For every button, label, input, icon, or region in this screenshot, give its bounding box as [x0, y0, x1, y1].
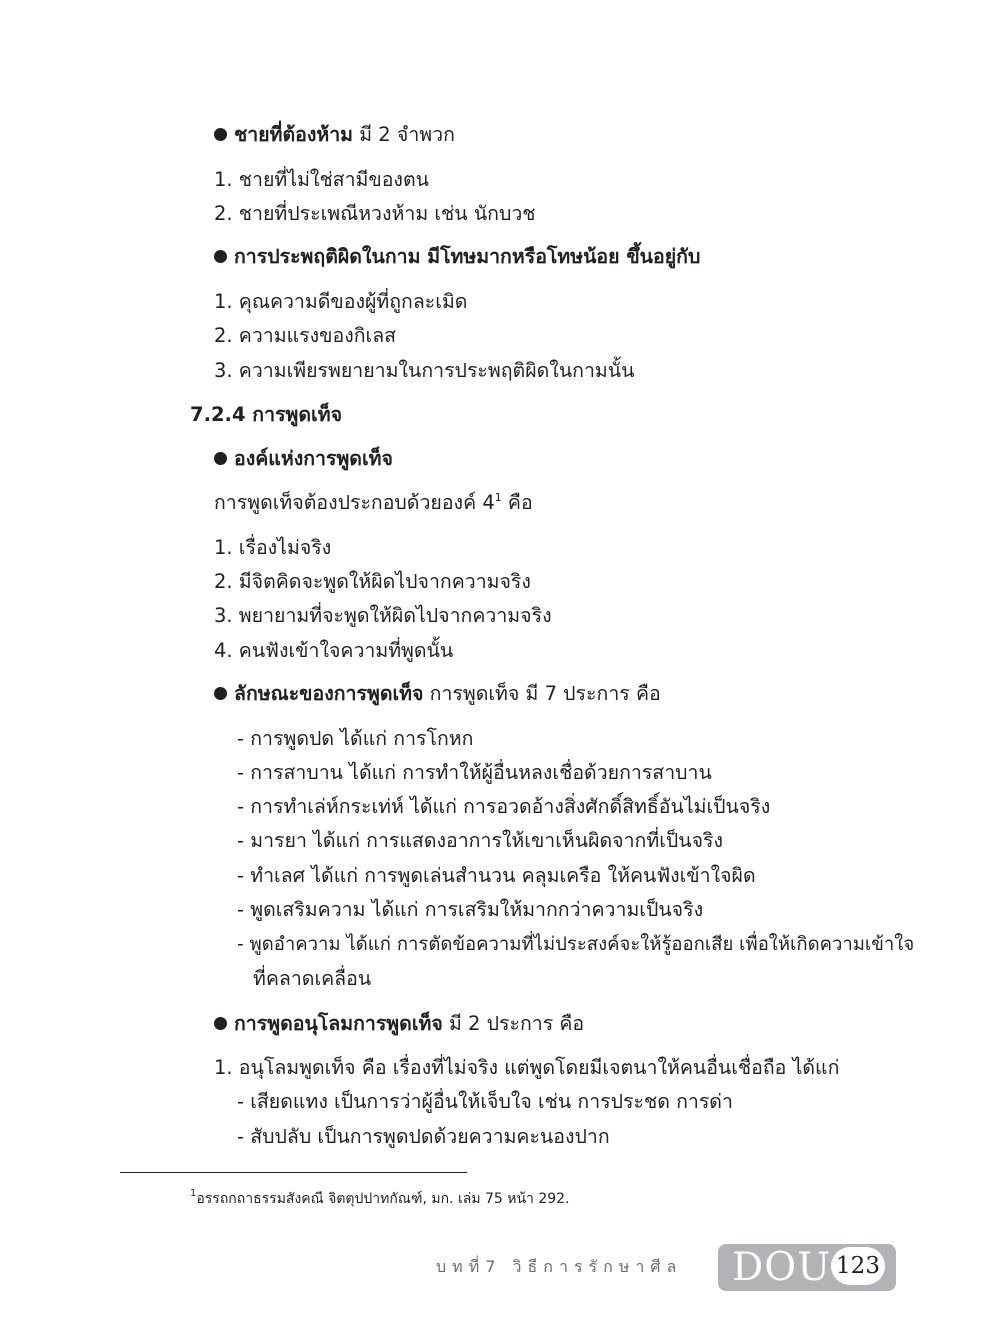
secondary-rest: มี 2 ประการ คือ	[442, 1012, 585, 1035]
page-number: 123	[831, 1247, 885, 1285]
list-item: 1. อนุโลมพูดเท็จ คือ เรื่องที่ไม่จริง แต่พูดโดยมีเจตนาให้คนอื่นเชื่อถือ ได้แก่	[214, 1056, 840, 1079]
footnote-marker: 1	[190, 1188, 197, 1199]
bullet-dot-icon	[214, 1017, 227, 1030]
sexual-misconduct-title: การประพฤติผิดในกาม มีโทษมากหรือโทษน้อย ขึ้นอยู่กับ	[234, 245, 701, 268]
list-item: 1. เรื่องไม่จริง	[214, 536, 332, 559]
list-item: 3. พยายามที่จะพูดให้ผิดไปจากความจริง	[214, 604, 552, 627]
list-item: - การพูดปด ได้แก่ การโกหก	[237, 727, 474, 750]
factors-title: องค์แห่งการพูดเท็จ	[234, 447, 393, 470]
bullet-secondary	[214, 1010, 584, 1038]
list-item: - สับปลับ เป็นการพูดปดด้วยความคะนองปาก	[237, 1125, 610, 1148]
footnote-reference: 1	[494, 491, 502, 504]
bullet-prohibited-men	[214, 121, 455, 149]
characteristics-title: ลักษณะของการพูดเท็จ	[234, 682, 424, 705]
list-item: 1. คุณความดีของผู้ที่ถูกละเมิด	[214, 290, 468, 313]
bullet-dot-icon	[214, 452, 227, 465]
list-item: 2. มีจิตคิดจะพูดให้ผิดไปจากความจริง	[214, 570, 531, 593]
page-badge	[718, 1244, 896, 1291]
section-heading: 7.2.4 การพูดเท็จ	[190, 403, 343, 426]
list-item: 4. คนฟังเข้าใจความที่พูดนั้น	[214, 639, 454, 662]
list-item: - เสียดแทง เป็นการว่าผู้อื่นให้เจ็บใจ เช่น การประชด การด่า	[237, 1090, 733, 1113]
list-item: - ทำเลศ ได้แก่ การพูดเล่นสำนวน คลุมเครือ ให้คนฟังเข้าใจผิด	[237, 864, 756, 887]
list-item: - การทำเล่ห์กระเท่ห์ ได้แก่ การอวดอ้างสิ่งศักดิ์สิทธิ์อันไม่เป็นจริง	[237, 795, 771, 818]
secondary-title: การพูดอนุโลมการพูดเท็จ	[234, 1012, 443, 1035]
factors-intro	[214, 489, 533, 517]
list-item: - พูดอำความ ได้แก่ การตัดข้อความที่ไม่ประสงค์จะให้รู้ออกเสีย เพื่อให้เกิดความเข้าใจ	[237, 934, 915, 955]
prohibited-men-rest: มี 2 จำพวก	[353, 123, 455, 146]
bullet-dot-icon	[214, 250, 227, 263]
list-item: - การสาบาน ได้แก่ การทำให้ผู้อื่นหลงเชื่อด้วยการสาบาน	[237, 761, 712, 784]
list-item-continuation: ที่คลาดเคลื่อน	[253, 967, 372, 990]
list-item: - พูดเสริมความ ได้แก่ การเสริมให้มากกว่าความเป็นจริง	[237, 898, 704, 921]
chapter-title: บทที่7 วิธีการรักษาศีล	[436, 1257, 683, 1276]
footnote	[190, 1188, 570, 1210]
factors-intro-text: การพูดเท็จต้องประกอบด้วยองค์ 4	[214, 491, 495, 514]
footnote-text: อรรถกถาธรรมสังคณี จิตตุปปาทกัณฑ์, มก. เล่ม 75 หน้า 292.	[196, 1191, 570, 1207]
characteristics-rest: การพูดเท็จ มี 7 ประการ คือ	[423, 682, 661, 705]
factors-intro-after: คือ	[501, 491, 533, 514]
bullet-characteristics	[214, 680, 661, 708]
bullet-dot-icon	[214, 687, 227, 700]
list-item: 3. ความเพียรพยายามในการประพฤติผิดในกามนั้น	[214, 359, 635, 382]
bullet-sexual-misconduct	[214, 243, 700, 271]
list-item: 2. ชายที่ประเพณีหวงห้าม เช่น นักบวช	[214, 202, 536, 225]
list-item: 1. ชายที่ไม่ใช่สามีของตน	[214, 168, 429, 191]
footnote-divider	[120, 1172, 467, 1173]
prohibited-men-title: ชายที่ต้องห้าม	[234, 123, 354, 146]
list-item: 2. ความแรงของกิเลส	[214, 324, 397, 347]
bullet-factors	[214, 445, 393, 473]
list-item: - มารยา ได้แก่ การแสดงอาการให้เขาเห็นผิดจากที่เป็นจริง	[237, 829, 723, 852]
brand-logo: DOU	[732, 1245, 832, 1290]
bullet-dot-icon	[214, 128, 227, 141]
